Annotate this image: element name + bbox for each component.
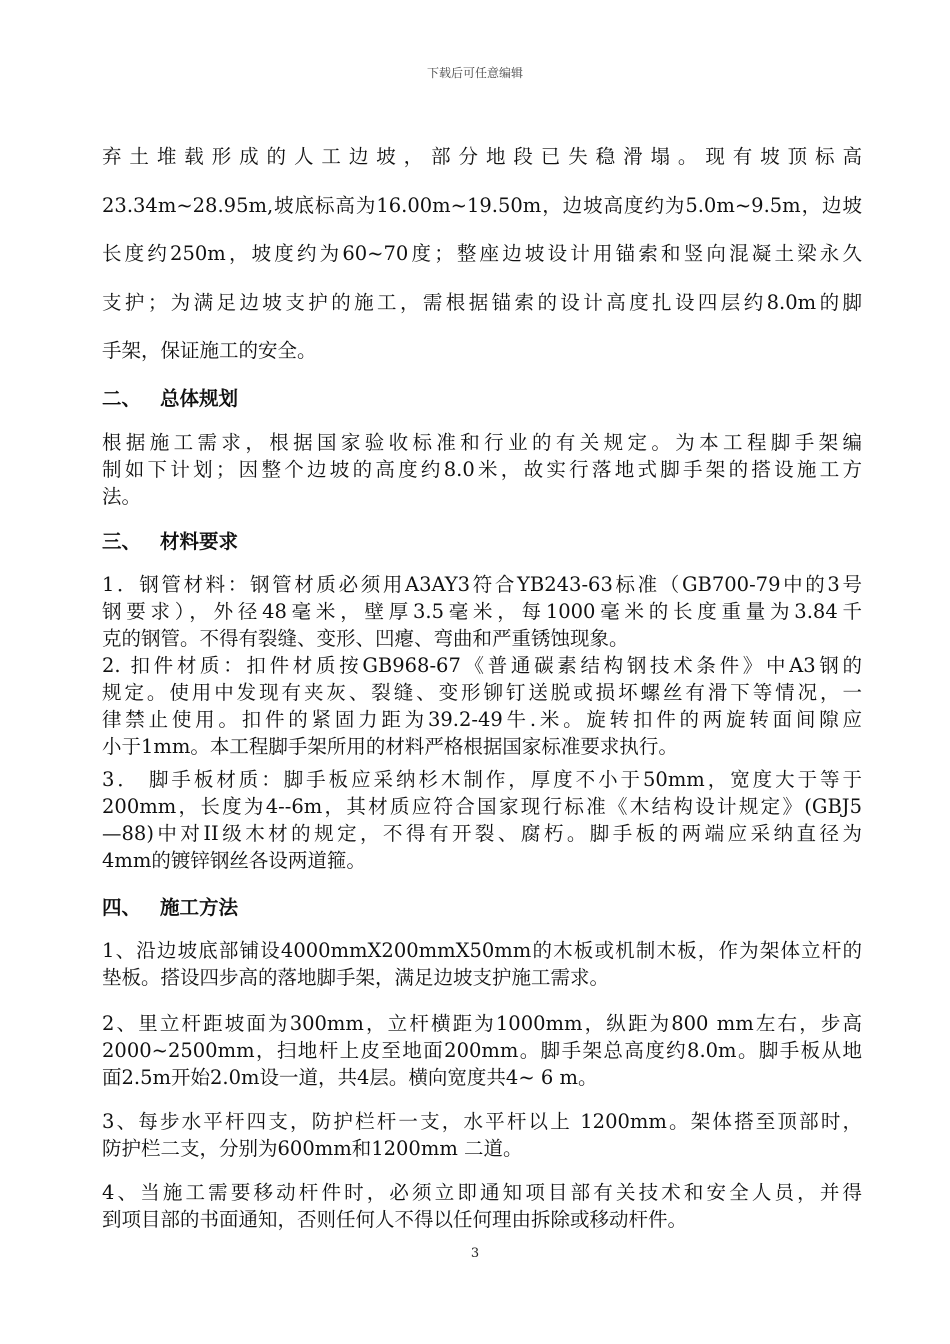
paragraph-line: 钢要求），外径48毫米，壁厚3.5毫米，每1000毫米的长度重量为3.84千 [102, 600, 862, 623]
paragraph-line: 1．钢管材料：钢管材质必须用A3AY3符合YB243-63标准（GB700-79中的3号 [102, 573, 862, 596]
paragraph-line: 克的钢管。不得有裂缝、变形、凹瘪、弯曲和严重锈蚀现象。 [102, 627, 629, 650]
paragraph-line: 4、当施工需要移动杆件时，必须立即通知项目部有关技术和安全人员，并得 [102, 1181, 862, 1204]
section2-paragraph [102, 429, 862, 510]
materials-item-2 [102, 652, 862, 760]
materials-item-3 [102, 766, 862, 874]
intro-line: 手架，保证施工的安全。 [102, 339, 317, 362]
intro-line: 23.34m~28.95m,坡底标高为16.00m~19.50m，边坡高度约为5.0m~9.5m，边坡 [102, 193, 862, 217]
paragraph-line: 2. 扣件材质：扣件材质按GB968-67《普通碳素结构钢技术条件》中A3钢的 [102, 654, 862, 677]
paragraph-line: 面2.5m开始2.0m设一道，共4层。横向宽度共4~ 6 m。 [102, 1066, 598, 1089]
paragraph-line: 规定。使用中发现有夹灰、裂缝、变形铆钉送脱或损坏螺丝有滑下等情况，一 [102, 681, 862, 704]
section-title: 材料要求 [160, 530, 239, 553]
method-item-2 [102, 1010, 862, 1091]
paragraph-line: 200mm，长度为4--6m，其材质应符合国家现行标准《木结构设计规定》(GBJ5 [102, 795, 862, 818]
method-item-3 [102, 1108, 862, 1162]
method-item-1 [102, 937, 862, 991]
paragraph-line: 2000~2500mm，扫地杆上皮至地面200mm。脚手架总高度约8.0m。脚手板从地 [102, 1039, 862, 1062]
page-number: 3 [470, 1246, 480, 1261]
paragraph-line: 法。 [102, 485, 142, 508]
paragraph-line: 3、每步水平杆四支，防护栏杆一支，水平杆以上 1200mm。架体搭至顶部时， [102, 1110, 862, 1133]
intro-line: 长度约250m，坡度约为60~70度；整座边坡设计用锚索和竖向混凝土梁永久 [102, 242, 862, 265]
section-number: 二、 [102, 387, 142, 410]
section-heading-3 [102, 526, 238, 554]
paragraph-line: 4mm的镀锌钢丝各设两道箍。 [102, 849, 366, 872]
paragraph-line: 小于1mm。本工程脚手架所用的材料严格根据国家标准要求执行。 [102, 735, 678, 758]
paragraph-line: —88)中对II级木材的规定，不得有开裂、腐朽。脚手板的两端应采纳直径为 [102, 822, 862, 845]
paragraph-line: 到项目部的书面通知，否则任何人不得以任何理由拆除或移动杆件。 [102, 1208, 688, 1231]
paragraph-line: 律禁止使用。扣件的紧固力距为39.2-49牛.米。旋转扣件的两旋转面间隙应 [102, 708, 862, 731]
section-number: 四、 [102, 896, 142, 919]
section-number: 三、 [102, 530, 142, 553]
paragraph-line: 2、里立杆距坡面为300mm，立杆横距为1000mm，纵距为800 mm左右，步高 [102, 1012, 862, 1035]
paragraph-line: 3． 脚手板材质：脚手板应采纳杉木制作，厚度不小于50mm，宽度大于等于 [102, 768, 862, 791]
method-item-4 [102, 1179, 862, 1233]
paragraph-line: 根据施工需求，根据国家验收标准和行业的有关规定。为本工程脚手架编 [102, 431, 862, 454]
paragraph-line: 垫板。搭设四步高的落地脚手架，满足边坡支护施工需求。 [102, 966, 610, 989]
section-title: 施工方法 [160, 896, 239, 919]
section-heading-2 [102, 383, 238, 411]
section-title: 总体规划 [160, 387, 239, 410]
header-note: 下载后可任意编辑 [426, 66, 523, 80]
intro-paragraph [102, 133, 862, 376]
materials-item-1 [102, 571, 862, 652]
paragraph-line: 制如下计划；因整个边坡的高度约8.0米，故实行落地式脚手架的搭设施工方 [102, 458, 862, 481]
intro-line: 支护；为满足边坡支护的施工，需根据锚索的设计高度扎设四层约8.0m的脚 [102, 290, 862, 314]
paragraph-line: 1、沿边坡底部铺设4000mmX200mmX50mm的木板或机制木板，作为架体立杆的 [102, 939, 862, 962]
section-heading-4 [102, 892, 238, 920]
intro-line: 弃土堆载形成的人工边坡，部分地段已失稳滑塌。现有坡顶标高 [102, 145, 862, 168]
paragraph-line: 防护栏二支，分别为600mm和1200mm 二道。 [102, 1137, 523, 1160]
